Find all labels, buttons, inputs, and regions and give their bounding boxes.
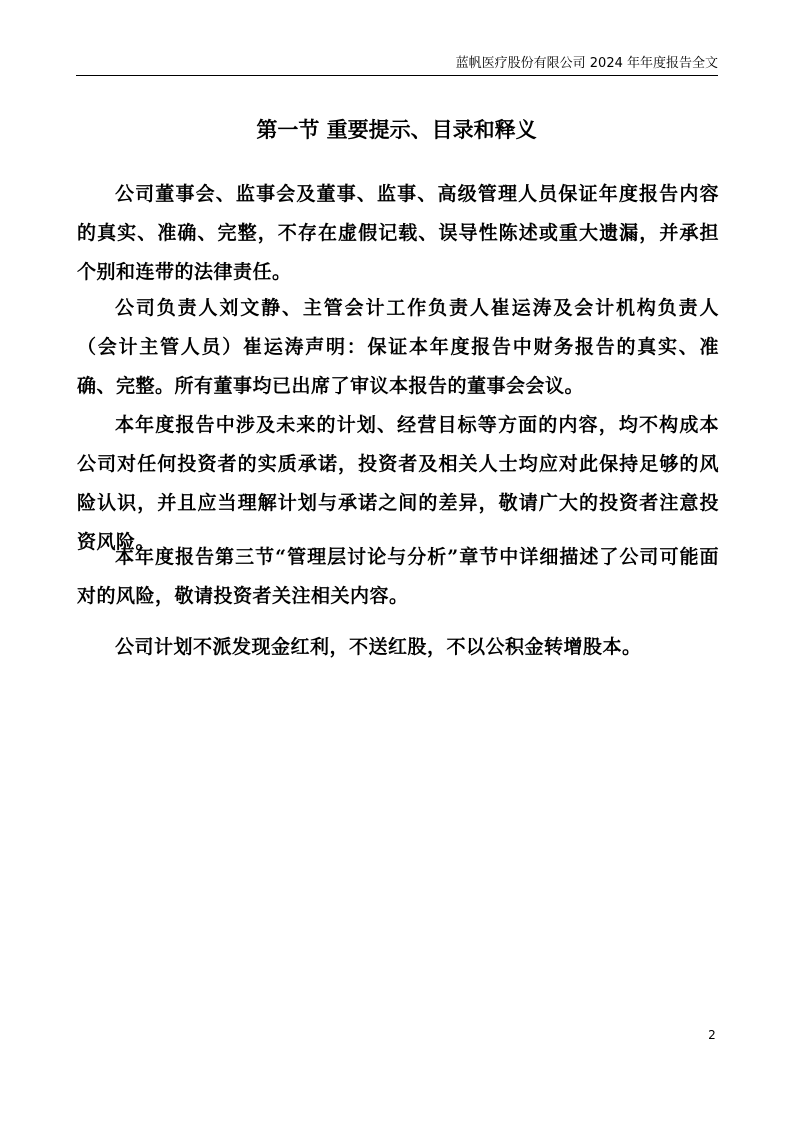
paragraph-text: 本年度报告中涉及未来的计划、经营目标等方面的内容，均不构成本公司对任何投资者的实质承诺，投资者及相关人士均应对此保持足够的风险认识，并且应当理解计划与承诺之间的差异，敬请广大的投资者注意投资风险。 <box>77 414 719 553</box>
paragraph-text: 公司计划不派发现金红利，不送红股，不以公积金转增股本。 <box>115 636 642 658</box>
paragraph-risk-reference <box>77 538 719 616</box>
paragraph-dividend-plan <box>77 628 719 667</box>
section-title: 第一节 重要提示、目录和释义 <box>256 117 537 142</box>
paragraph-text: 公司董事会、监事会及董事、监事、高级管理人员保证年度报告内容的真实、准确、完整，不存在虚假记载、误导性陈述或重大遗漏，并承担个别和连带的法律责任。 <box>77 183 719 283</box>
running-header-title: 蓝帆医疗股份有限公司 2024 年年度报告全文 <box>455 56 718 71</box>
page-number: 2 <box>708 1028 716 1042</box>
paragraph-text: 公司负责人刘文静、主管会计工作负责人崔运涛及会计机构负责人（会计主管人员）崔运涛声明：保证本年度报告中财务报告的真实、准确、完整。所有董事均已出席了审议本报告的董事会会议。 <box>77 297 719 397</box>
paragraph-board-guarantee <box>77 175 719 292</box>
running-header <box>76 55 718 76</box>
paragraph-text: 本年度报告第三节“管理层讨论与分析”章节中详细描述了公司可能面对的风险，敬请投资者关注相关内容。 <box>77 546 719 607</box>
paragraph-responsible-persons <box>77 289 719 406</box>
